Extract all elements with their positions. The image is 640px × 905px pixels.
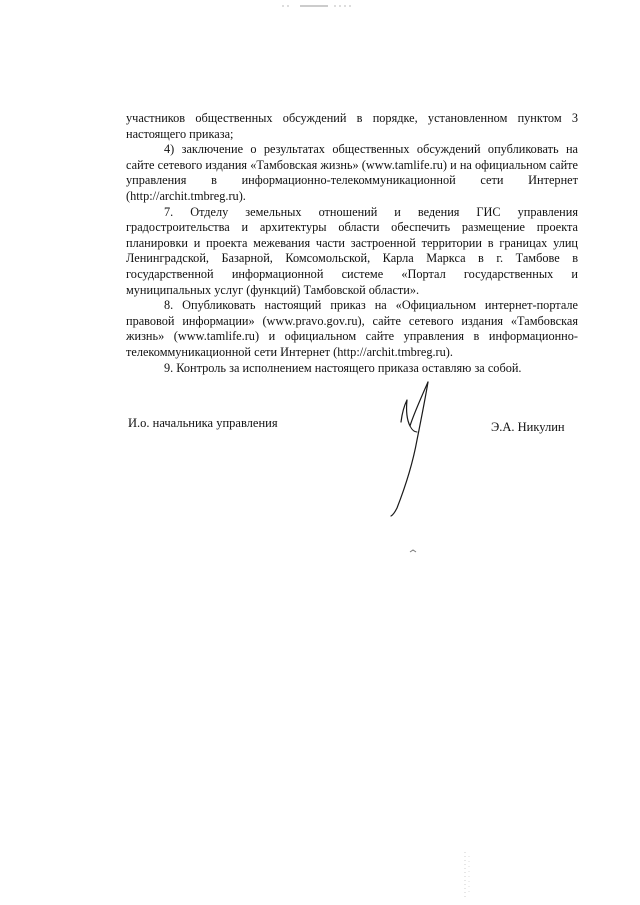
scan-artifact-mid	[409, 549, 417, 554]
scan-artifact-top	[282, 4, 354, 8]
scan-artifact-bottom	[462, 852, 472, 900]
paragraph-item-7: 7. Отделу земельных отношений и ведения ГИС управления градостроительства и архитектуры области обеспечить размещение проекта планировки и проекта межевания части застроенной территории в границах улиц Ленинградской, Базарной, Комсомольской, Карла Маркса в г. Тамбове в государственной информационной системе «Портал государственных и муниципальных услуг (функций) Тамбовской области».	[126, 204, 578, 297]
paragraph-item-8: 8. Опубликовать настоящий приказ на «Официальном интернет-портале правовой информации» (www.pravo.gov.ru), сайте сетевого издания «Тамбовская жизнь» (www.tamlife.ru) и официальном сайте управления в информационно-телекоммуникационной сети Интернет (http://archit.tmbreg.ru).	[126, 298, 578, 359]
signatory-title: И.о. начальника управления	[128, 416, 278, 430]
handwritten-signature	[380, 370, 450, 530]
paragraph-item-9: 9. Контроль за исполнением настоящего приказа оставляю за собой.	[164, 360, 522, 375]
paragraph-item-4: 4) заключение о результатах общественных обсуждений опубликовать на сайте сетевого издания «Тамбовская жизнь» (www.tamlife.ru) и на официальном сайте управления в информационно-телекоммуникационной сети Интернет (http://archit.tmbreg.ru).	[126, 142, 578, 203]
document-body	[126, 111, 578, 376]
signatory-name: Э.А. Никулин	[491, 420, 565, 434]
paragraph-participants: участников общественных обсуждений в порядке, установленном пунктом 3 настоящего приказа;	[126, 111, 578, 141]
